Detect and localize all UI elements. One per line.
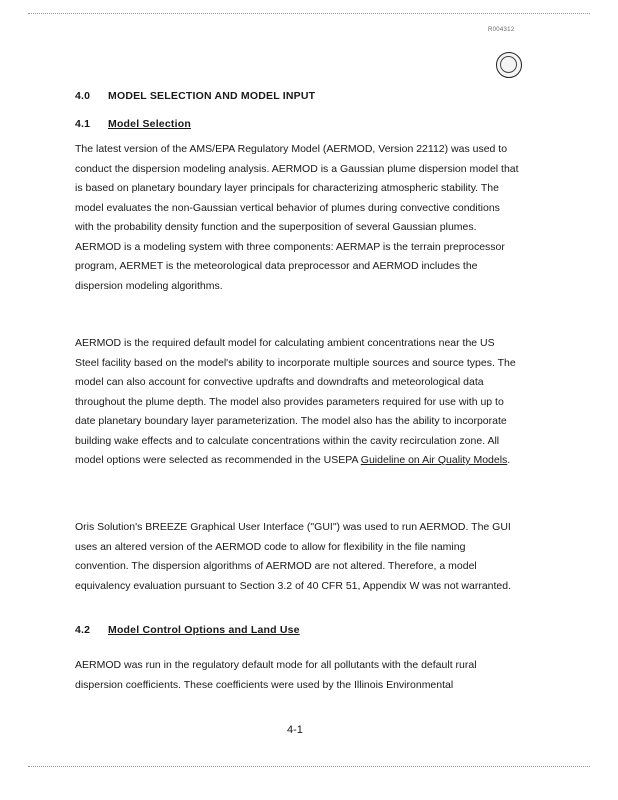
section-heading-4-1 [75, 118, 191, 130]
section-number: 4.0 [75, 90, 91, 102]
document-id: R004312 [488, 27, 515, 33]
paragraph-gui: Oris Solution's BREEZE Graphical User Interface ("GUI") was used to run AERMOD. The GUI uses an altered version of the AERMOD code to allow for flexibility in the file naming convention. The dispersion algorithms of AERMOD are not altered. Therefore, a model equivalency evaluation pursuant to Section 3.2 of 40 CFR 51, Appendix W was not warranted. [75, 521, 512, 592]
section-title: Model Selection [108, 118, 191, 130]
section-heading-main [75, 90, 315, 102]
stamp-seal-icon [496, 52, 522, 78]
top-scan-border [28, 13, 590, 14]
paragraph-model-description: The latest version of the AMS/EPA Regulatory Model (AERMOD, Version 22112) was used to conduct the dispersion modeling analysis. AERMOD is a Gaussian plume dispersion model that is based on planetary boundary layer principals for characterizing atmospheric stability. The model evaluates the non-Gaussian vertical behavior of plumes during convective conditions with the probability density function and the superposition of several Gaussian plumes. AERMOD is a modeling system with three components: AERMAP is the terrain preprocessor program, AERMET is the meteorological data preprocessor and AERMOD includes the dispersion modeling algorithms. [75, 143, 519, 292]
bottom-scan-border [28, 766, 590, 767]
section-heading-4-2 [75, 624, 300, 636]
page-number: 4-1 [287, 724, 303, 736]
section-number: 4.1 [75, 118, 91, 130]
section-title: MODEL SELECTION AND MODEL INPUT [108, 90, 316, 102]
paragraph-aermod-default [75, 334, 520, 471]
guideline-reference: Guideline on Air Quality Models [360, 454, 508, 466]
section-title: Model Control Options and Land Use [108, 624, 300, 636]
paragraph-control-options: AERMOD was run in the regulatory default mode for all pollutants with the default rural dispersion coefficients. These coefficients were used by the Illinois Environmental [75, 659, 477, 691]
section-number: 4.2 [75, 624, 91, 636]
paragraph-text-end: . [507, 454, 511, 466]
paragraph-text: AERMOD is the required default model for calculating ambient concentrations near the US Steel facility based on the model's ability to incorporate multiple sources and source types. The model can also account for convective updrafts and downdrafts and meteorological data throughout the plume depth. The model also provides parameters required for use with up to date planetary boundary layer parameterization. The model also has the ability to incorporate building wake effects and to calculate concentrations within the cavity recirculation zone. All model options were selected as recommended in the USEPA [75, 337, 516, 466]
